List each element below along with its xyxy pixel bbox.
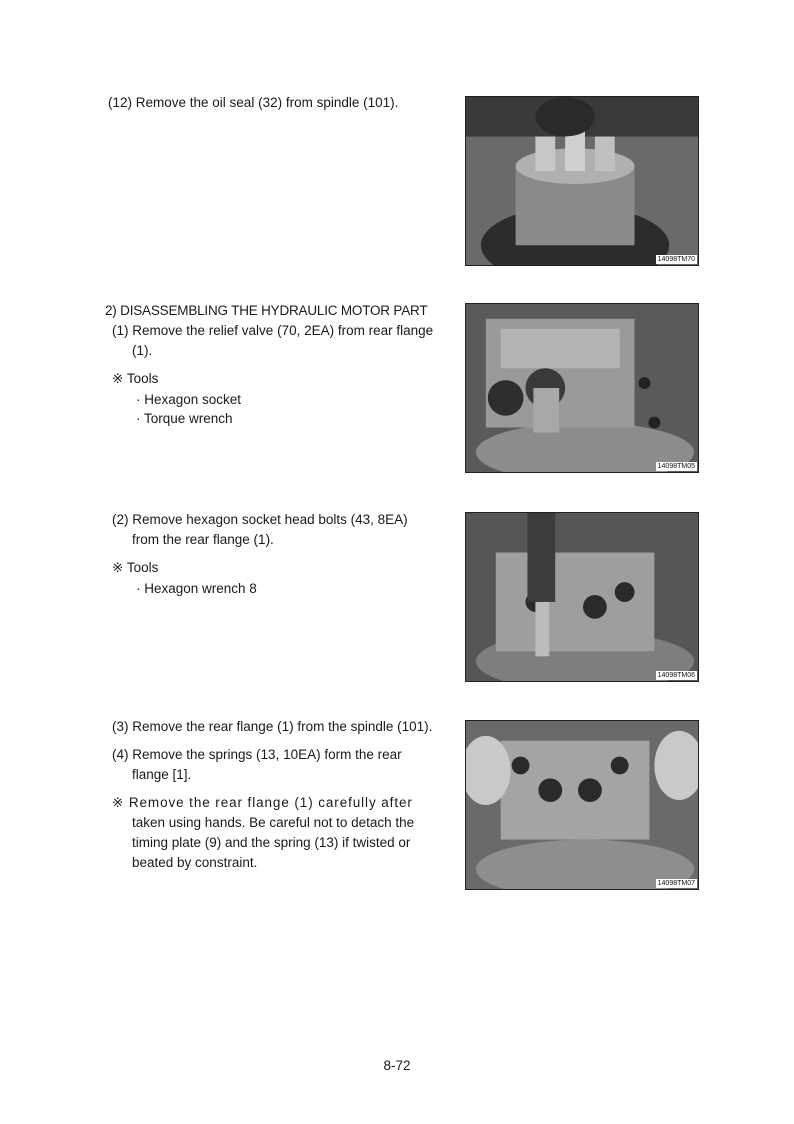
photo-oil-seal-removal [465,96,699,266]
tool-item: · Hexagon socket [136,392,242,407]
note-line-4: beated by constraint. [132,855,258,870]
oil-seal-photo-graphic [466,97,698,265]
step-4-line-2: flange [1]. [132,767,192,782]
step-4-line-1: (4) Remove the springs (13, 10EA) form the rear [112,747,402,762]
relief-valve-photo-graphic [466,304,698,472]
rear-flange-photo-graphic [466,721,698,889]
section-heading: 2) DISASSEMBLING THE HYDRAULIC MOTOR PART [105,303,428,318]
photo-relief-valve [465,303,699,473]
tool-item: · Torque wrench [136,411,233,426]
note-line-2: taken using hands. Be careful not to detach the [132,815,415,830]
step-12-text: (12) Remove the oil seal (32) from spindle (101). [108,95,399,110]
tools-label-2: ※ Tools [112,560,159,575]
photo-socket-bolts [465,512,699,682]
tools-label-1: ※ Tools [112,371,159,386]
step-2-line-1: (2) Remove hexagon socket head bolts (43, 8EA) [112,512,408,527]
photo-code-label: 14098TM06 [657,672,695,679]
step-2-line-2: from the rear flange (1). [132,532,274,547]
step-3-text: (3) Remove the rear flange (1) from the spindle (101). [112,719,433,734]
step-1-line-2: (1). [132,343,153,358]
note-line-1: ※ Remove the rear flange (1) carefully after [112,795,413,810]
page-number: 8-72 [383,1058,411,1073]
step-1-line-1: (1) Remove the relief valve (70, 2EA) from rear flange [112,323,434,338]
note-line-3: timing plate (9) and the spring (13) if twisted or [132,835,411,850]
photo-code-label: 14098TM70 [657,256,695,263]
photo-rear-flange-removal [465,720,699,890]
photo-code-label: 14098TM05 [657,463,695,470]
socket-bolts-photo-graphic [466,513,698,681]
photo-code-label: 14098TM07 [657,880,695,887]
tool-item: · Hexagon wrench 8 [136,581,257,596]
